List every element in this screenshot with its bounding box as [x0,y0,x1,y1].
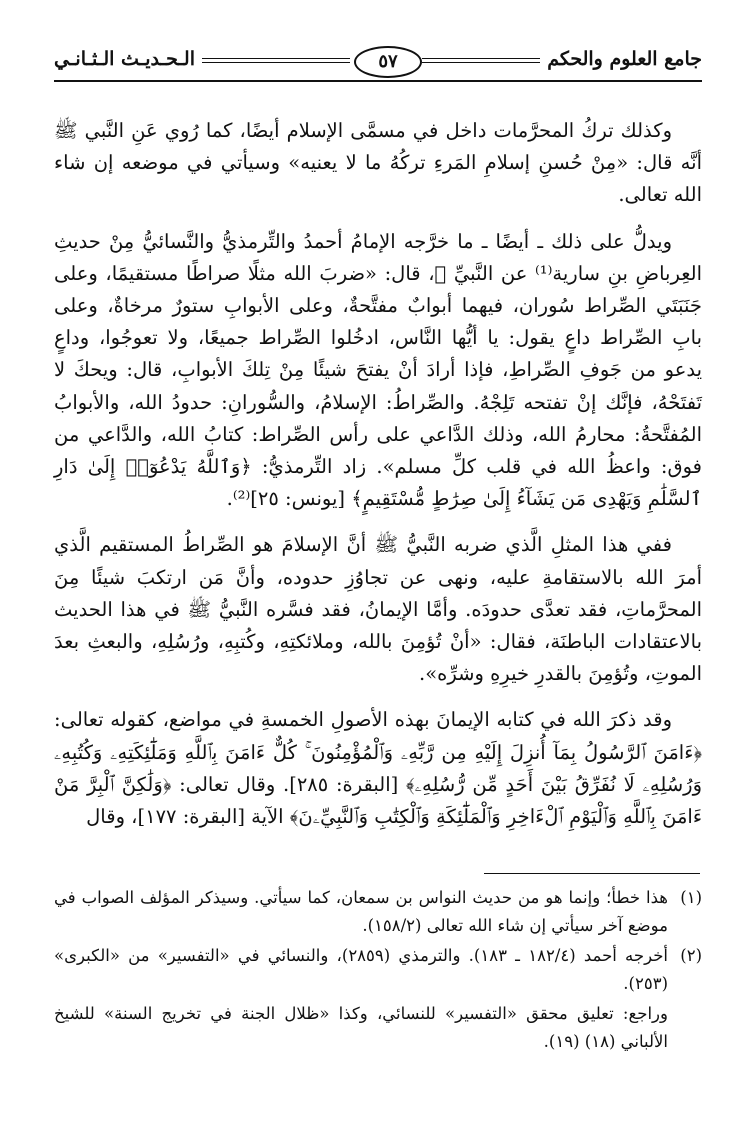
footnote-text: وراجع: تعليق محقق «التفسير» للنسائي، وكذا «ظلال الجنة في تخريج السنة» للشيخ الألباني (١٨) (١٩). [54,1004,668,1051]
footnote-text: أخرجه أحمد (١٨٢/٤ ـ ١٨٣). والترمذي (٢٨٥٩)، والنسائي في «التفسير» من «الكبرى» (٢٥٣). [54,946,668,993]
chapter-title: الـحـديـث الـثـانـي [54,48,195,70]
footnotes [54,884,702,1058]
paragraph: ففي هذا المثلِ الَّذي ضربه النَّبيُّ ﷺ أنَّ الإسلامَ هو الصِّراطُ المستقيم الَّذي أمرَ الله بالاستقامةِ عليه، ونهى عن تجاوُزِ حدوده، وأنَّ مَن ارتكبَ شيئًا مِنَ المحرَّماتِ، فقد تعدَّى حدودَه. وأمَّا الإيمانُ، فقد فسَّره النَّبيُّ ﷺ في هذا الحديث بالاعتقادات الباطنَة، فقال: «أنْ تُؤمِنَ بالله، وملائكتِهِ، وكُتبِهِ، ورُسُلِهِ، والبعثِ بعدَ الموتِ، وتُؤمِنَ بالقدرِ خيرِهِ وشرِّه». [54,533,702,686]
paragraph: وكذلك تركُ المحرَّمات داخل في مسمَّى الإسلام أيضًا، كما رُوي عَنِ النَّبي ﷺ أنَّه قال: «مِنْ حُسنِ إسلامِ المَرءِ تركُهُ ما لا يعنيه» وسيأتي في موضعه إن شاء الله تعالى. [54,119,702,207]
footnote-text: هذا خطأ؛ وإنما هو من حديث النواس بن سمعان، كما سيأتي. وسيذكر المؤلف الصواب في موضع آخر سيأتي إن شاء الله تعالى (١٥٨/٢). [54,888,668,935]
footnote [54,884,702,940]
paragraph: وقد ذكرَ الله في كتابه الإيمانَ بهذه الأصولِ الخمسةِ في مواضع، كقوله تعالى: ﴿ءَامَنَ ٱلرَّسُولُ بِمَآ أُنزِلَ إِلَيْهِ مِن رَّبِّهِۦ وَٱلْمُؤْمِنُونَ ۚ كُلٌّ ءَامَنَ بِٱللَّهِ وَمَلَٰٓئِكَتِهِۦ وَكُتُبِهِۦ وَرُسُلِهِۦ لَا نُفَرِّقُ بَيْنَ أَحَدٍ مِّن رُّسُلِهِۦ﴾ [البقرة: ٢٨٥]. وقال تعالى: ﴿وَلَٰكِنَّ ٱلْبِرَّ مَنْ ءَامَنَ بِٱللَّهِ وَٱلْيَوْمِ ٱلْءَاخِرِ وَٱلْمَلَٰٓئِكَةِ وَٱلْكِتَٰبِ وَٱلنَّبِيِّۦنَ﴾ الآية [البقرة: ١٧٧]، وقال [54,708,703,829]
paragraph: ويدلُّ على ذلك ـ أيضًا ـ ما خرَّجه الإمامُ أحمدُ والتِّرمذيُّ والنَّسائيُّ مِنْ حديثِ العِرباضِ بنِ سارية⁽¹⁾ عن النَّبيِّ ﷺ، قال: «ضربَ الله مثلًا صراطًا مستقيمًا، وعلى جَنَبَتَي الصِّراط سُوران، فيهما أبوابٌ مفتَّحةٌ، وعلى الأبوابِ ستورٌ مرخاةٌ، وعلى بابِ الصِّراط داعٍ يقول: يا أيُّها النَّاس، ادخُلوا الصِّراط جميعًا، ولا تعوجُوا، وداعٍ يدعو من جَوفِ الصِّراطِ، فإذا أرادَ أنْ يفتحَ شيئًا مِنْ تِلكَ الأبوابِ، قال: ويحكَ لا تَفتَحْهُ، فإنَّك إنْ تفتحه تَلِجْهُ. والصِّراطُ: الإسلامُ، والسُّورانِ: حدودُ الله، والأبوابُ المُفتَّحةُ: محارمُ الله، وذلك الدَّاعي على رأس الصِّراط: كتابُ الله، والدَّاعي من فوق: واعظُ الله في قلب كلِّ مسلم». زاد التِّرمذيُّ: ﴿وَٱللَّهُ يَدْعُوٓا۟ إِلَىٰ دَارِ ٱلسَّلَٰمِ وَيَهْدِى مَن يَشَآءُ إِلَىٰ صِرَٰطٍ مُّسْتَقِيمٍ﴾ [يونس: ٢٥]⁽²⁾. [54,229,702,511]
running-header [54,42,702,84]
main-text [54,115,702,833]
book-title: جامع العلوم والحكم [547,48,702,70]
header-rule [54,80,702,82]
footnote [54,942,702,998]
header-ornament-line [422,58,540,63]
footnote-number: (٢) [680,946,702,965]
page-number: ٥٧ [354,46,422,78]
footnote-number: (١) [680,888,702,907]
footnote-separator [484,873,700,874]
footnote-continuation [54,1000,702,1056]
header-ornament-line [202,58,350,63]
